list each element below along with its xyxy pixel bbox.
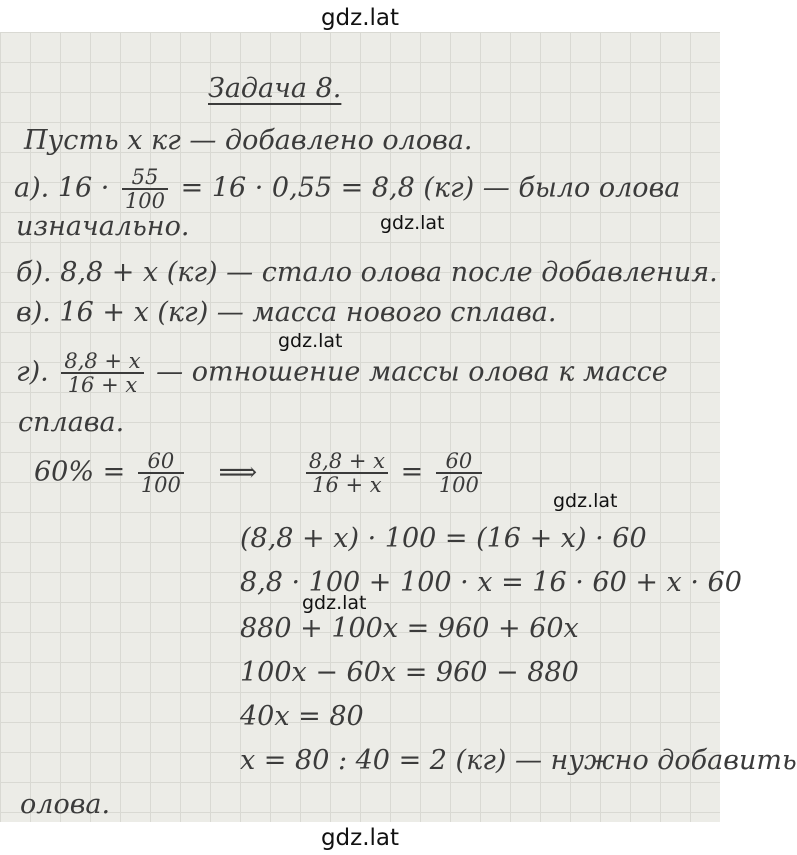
step-b-label: б). <box>16 257 52 288</box>
equation-line-4: 100x − 60x = 960 − 880 <box>240 657 579 688</box>
fraction-denominator: 16 + x <box>67 373 138 397</box>
percent-fraction-3 <box>436 450 482 496</box>
fraction-numerator: 8,8 + x <box>306 450 388 474</box>
percent-fraction-2 <box>306 450 388 496</box>
watermark-footer: gdz.lat <box>320 825 400 851</box>
watermark-header: gdz.lat <box>320 5 400 31</box>
equation-line-5: 40x = 80 <box>240 701 364 732</box>
step-a-continuation: изначально. <box>16 211 190 242</box>
step-g-label: г). <box>16 356 49 388</box>
step-g-continuation: сплава. <box>18 407 125 438</box>
watermark-inline: gdz.lat <box>380 212 445 234</box>
step-b-line <box>16 256 718 290</box>
final-word: олова. <box>20 789 111 820</box>
step-g-line <box>16 350 668 396</box>
step-a-post: = 16 · 0,55 = 8,8 (кг) — было олова <box>180 172 681 204</box>
problem-title: Задача 8. <box>208 73 342 104</box>
step-a-label: а). <box>14 172 50 204</box>
fraction-denominator: 100 <box>140 473 181 497</box>
watermark-inline: gdz.lat <box>553 490 618 512</box>
percent-fraction-1 <box>138 450 184 496</box>
percent-line <box>34 450 486 496</box>
notebook-page <box>0 32 797 822</box>
step-v-text: 16 + x (кг) — масса нового сплава. <box>59 297 557 328</box>
equation-line-6: x = 80 : 40 = 2 (кг) — нужно добавить <box>240 745 797 776</box>
equation-line-3: 880 + 100x = 960 + 60x <box>240 613 579 644</box>
percent-left: 60% = <box>34 456 126 488</box>
fraction-numerator: 60 <box>436 450 482 474</box>
fraction-denominator: 100 <box>438 473 479 497</box>
equation-line-2: 8,8 · 100 + 100 · x = 16 · 60 + x · 60 <box>240 567 742 598</box>
step-a-fraction <box>122 166 168 212</box>
fraction-numerator: 55 <box>122 166 168 190</box>
step-b-text: 8,8 + x (кг) — стало олова после добавления. <box>60 257 718 288</box>
step-a-line <box>14 166 680 212</box>
intro-line: Пусть x кг — добавлено олова. <box>24 125 473 156</box>
step-g-post: — отношение массы олова к массе <box>156 356 668 388</box>
fraction-denominator: 16 + x <box>312 473 382 497</box>
watermark-inline: gdz.lat <box>278 330 343 352</box>
step-v-label: в). <box>16 297 51 328</box>
equation-line-1: (8,8 + x) · 100 = (16 + x) · 60 <box>240 523 647 554</box>
fraction-denominator: 100 <box>124 189 166 213</box>
step-v-line <box>16 296 557 330</box>
step-g-fraction <box>61 350 143 396</box>
fraction-numerator: 8,8 + x <box>61 350 143 374</box>
fraction-numerator: 60 <box>138 450 184 474</box>
implies-arrow: ⟹ <box>218 456 258 488</box>
step-a-pre: 16 · <box>57 172 110 204</box>
equals-sign: = <box>400 456 424 488</box>
watermark-inline: gdz.lat <box>302 592 367 614</box>
